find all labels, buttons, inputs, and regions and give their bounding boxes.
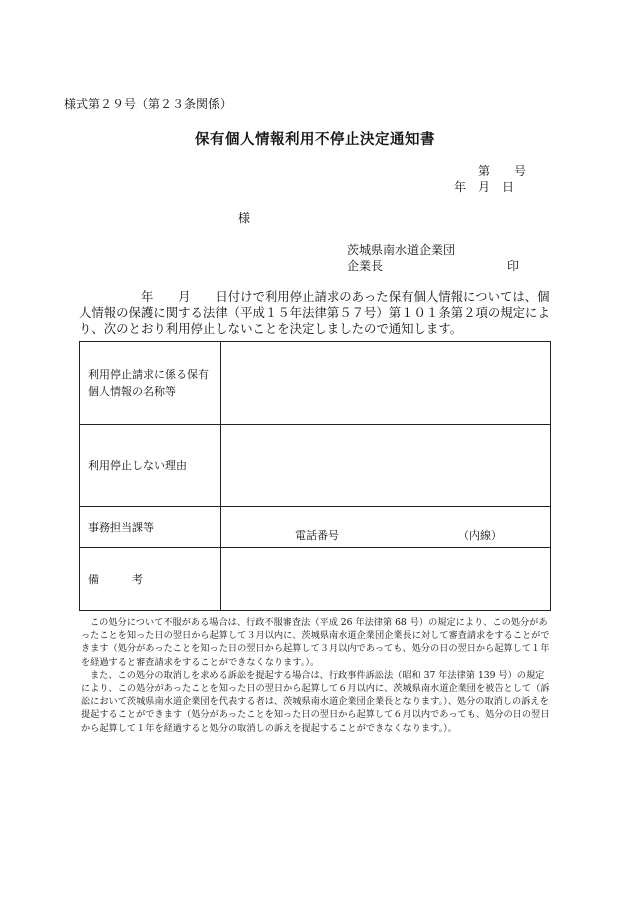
info-name-value [221, 342, 551, 425]
document-number: 第 号 [478, 164, 527, 178]
extension-label: （内線） [458, 529, 502, 542]
reason-value [221, 425, 551, 507]
issuer-organization: 茨城県南水道企業団 [347, 243, 456, 257]
form-number: 様式第２９号（第２３条関係） [64, 97, 233, 111]
table-row [80, 507, 551, 548]
table-row [80, 548, 551, 611]
seal-mark: 印 [507, 259, 520, 273]
decision-details-table [79, 341, 551, 611]
table-row [80, 342, 551, 425]
issue-date: 年 月 日 [454, 180, 515, 194]
issuer-title: 企業長 [347, 259, 384, 273]
row-label-office: 事務担当課等 [80, 507, 221, 548]
appeal-notes [81, 616, 552, 735]
appeal-note-lawsuit: また、この処分の取消しを求める訴訟を提起する場合は、行政事件訴訟法（昭和 37 年法律第 139 号）の規定により、この処分があったことを知った日の翌日から起算して６月以内に、茨城県南水道企業団を被告として（訴訟において茨城県南水道企業団を代表する者は、茨城県南水道企業団企業長となります。）、処分の取消しの訴えを提起することができます（処分があったことを知った日の翌日から起算して６月以内であっても、処分の日の翌日から起算して１年を経過すると処分の取消しの訴えを提起することができなくなります。）。 [81, 669, 550, 734]
table-row [80, 425, 551, 507]
intro-paragraph: 年 月 日付けで利用停止請求のあった保有個人情報については、個人情報の保護に関する法律（平成１５年法律第５７号）第１０１条第２項の規定により、次のとおり利用停止しないことを決定しましたので通知します。 [79, 289, 550, 336]
row-label-info-name: 利用停止請求に係る保有個人情報の名称等 [80, 342, 221, 425]
page-title: 保有個人情報利用不停止決定通知書 [195, 131, 435, 148]
appeal-note-review: この処分について不服がある場合は、行政不服審査法（平成 26 年法律第 68 号）の規定により、この処分があったことを知った日の翌日から起算して３月以内に、茨城県南水道企業団企業長に対して審査請求をすることができます（処分があったことを知った日の翌日から起算して３月以内であっても、処分の日の翌日から起算して１年を経過すると審査請求をすることができなくなります。）。 [81, 617, 550, 668]
row-label-reason: 利用停止しない理由 [80, 425, 221, 507]
row-label-remarks: 備 考 [80, 548, 221, 611]
remarks-value [221, 548, 551, 611]
office-contact-cell [221, 507, 551, 548]
addressee-suffix: 様 [238, 211, 251, 225]
phone-label: 電話番号 [295, 529, 339, 542]
